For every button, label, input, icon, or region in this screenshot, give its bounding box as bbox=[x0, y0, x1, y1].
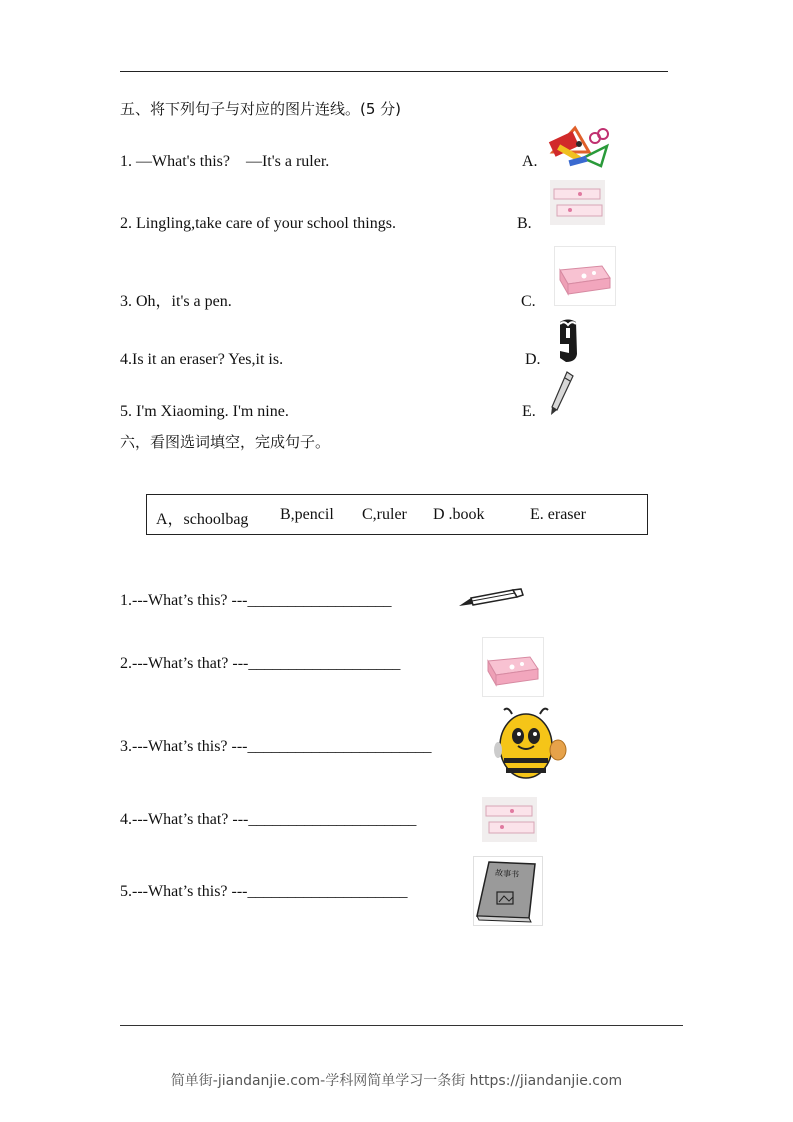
question-3: 3.---What’s this? ---_______________________ bbox=[120, 738, 432, 755]
sentence-4: 4.Is it an eraser? Yes,it is. bbox=[120, 351, 284, 368]
number-nine-image bbox=[556, 318, 580, 364]
eraser-image bbox=[554, 246, 616, 306]
question-5: 5.---What’s this? ---____________________ bbox=[120, 883, 408, 900]
option-eraser: E. eraser bbox=[530, 506, 586, 523]
top-rule bbox=[120, 71, 668, 72]
letter-d: D. bbox=[525, 351, 541, 368]
school-things-image bbox=[549, 122, 609, 170]
option-ruler: C,ruler bbox=[362, 506, 407, 523]
word-options-box bbox=[146, 494, 648, 535]
letter-a: A. bbox=[522, 153, 538, 170]
sentence-3: 3. Oh，it's a pen. bbox=[120, 293, 232, 310]
book-image bbox=[473, 856, 543, 926]
question-2: 2.---What’s that? ---___________________ bbox=[120, 655, 401, 672]
schoolbag-image bbox=[494, 706, 570, 782]
book-cover-label: 故事书 bbox=[494, 868, 520, 880]
pencil-image bbox=[457, 588, 525, 612]
pen-image bbox=[549, 370, 575, 416]
ruler-image bbox=[550, 180, 605, 225]
option-schoolbag: A，schoolbag bbox=[156, 511, 249, 528]
eraser-image-2 bbox=[482, 637, 544, 697]
ruler-image-2 bbox=[482, 797, 537, 842]
sentence-2: 2. Lingling,take care of your school things. bbox=[120, 215, 396, 232]
option-pencil: B,pencil bbox=[280, 506, 334, 523]
letter-c: C. bbox=[521, 293, 536, 310]
sentence-1: 1. —What's this? —It's a ruler. bbox=[120, 153, 330, 170]
question-4: 4.---What’s that? ---_____________________ bbox=[120, 811, 417, 828]
question-1: 1.---What’s this? ---__________________ bbox=[120, 592, 392, 609]
option-book: D .book bbox=[433, 506, 485, 523]
bottom-rule bbox=[120, 1025, 683, 1026]
section5-title: 五、将下列句子与对应的图片连线。(5 分) bbox=[120, 100, 402, 118]
sentence-5: 5. I'm Xiaoming. I'm nine. bbox=[120, 403, 289, 420]
footer-watermark: 简单街-jiandanjie.com-学科网简单学习一条街 https://jiandanjie.com bbox=[170, 1073, 623, 1089]
letter-b: B. bbox=[517, 215, 532, 232]
letter-e: E. bbox=[522, 403, 536, 420]
section6-title: 六，看图选词填空，完成句子。 bbox=[120, 433, 331, 451]
